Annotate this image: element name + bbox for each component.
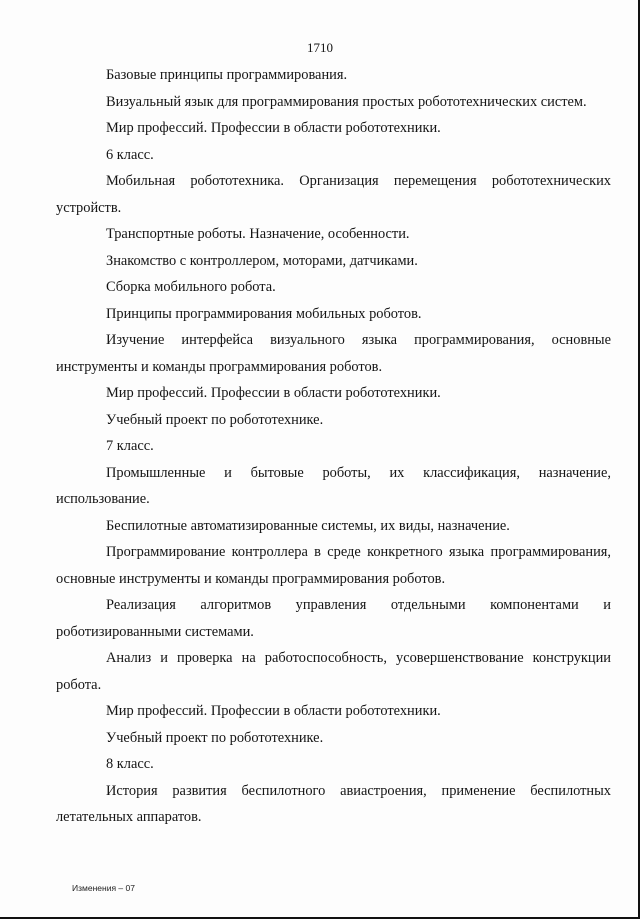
- paragraph: Мир профессий. Профессии в области робототехники.: [106, 120, 441, 136]
- body-text: [56, 62, 611, 831]
- paragraph: Базовые принципы программирования.: [106, 67, 348, 83]
- paragraph: Знакомство с контроллером, моторами, датчиками.: [106, 252, 418, 269]
- paragraph: Мир профессий. Профессии в области робототехники.: [106, 703, 441, 719]
- paragraph: Визуальный язык для программирования простых робототехнических систем.: [106, 93, 587, 110]
- paragraph: Мир профессий. Профессии в области робототехники.: [106, 385, 441, 401]
- paragraph: Мобильная робототехника. Организация перемещения робототехнических устройств.: [56, 173, 611, 216]
- grade-heading: 6 класс.: [106, 146, 154, 163]
- paragraph: Промышленные и бытовые роботы, их классификация, назначение, использование.: [56, 464, 611, 507]
- paragraph: Принципы программирования мобильных роботов.: [106, 305, 422, 322]
- paragraph: Беспилотные автоматизированные системы, их виды, назначение.: [106, 517, 510, 534]
- paragraph: Сборка мобильного робота.: [106, 279, 276, 295]
- paragraph: Программирование контроллера в среде конкретного языка программирования, основные инструменты и команды программирования роботов.: [56, 544, 611, 587]
- grade-heading: 7 класс.: [106, 438, 154, 454]
- paragraph: Транспортные роботы. Назначение, особенности.: [106, 226, 410, 242]
- paragraph: Реализация алгоритмов управления отдельными компонентами и роботизированными системами.: [56, 597, 611, 640]
- footer-revision-note: Изменения – 07: [72, 883, 135, 893]
- paragraph: Изучение интерфейса визуального языка программирования, основные инструменты и команды программирования роботов.: [56, 332, 611, 375]
- paragraph: История развития беспилотного авиастроения, применение беспилотных летательных аппаратов.: [56, 782, 611, 825]
- paragraph: Учебный проект по робототехнике.: [106, 411, 324, 428]
- grade-heading: 8 класс.: [106, 756, 154, 772]
- paragraph: Учебный проект по робототехнике.: [106, 729, 324, 746]
- page-number: 1710: [307, 40, 333, 55]
- paragraph: Анализ и проверка на работоспособность, усовершенствование конструкции робота.: [56, 650, 611, 693]
